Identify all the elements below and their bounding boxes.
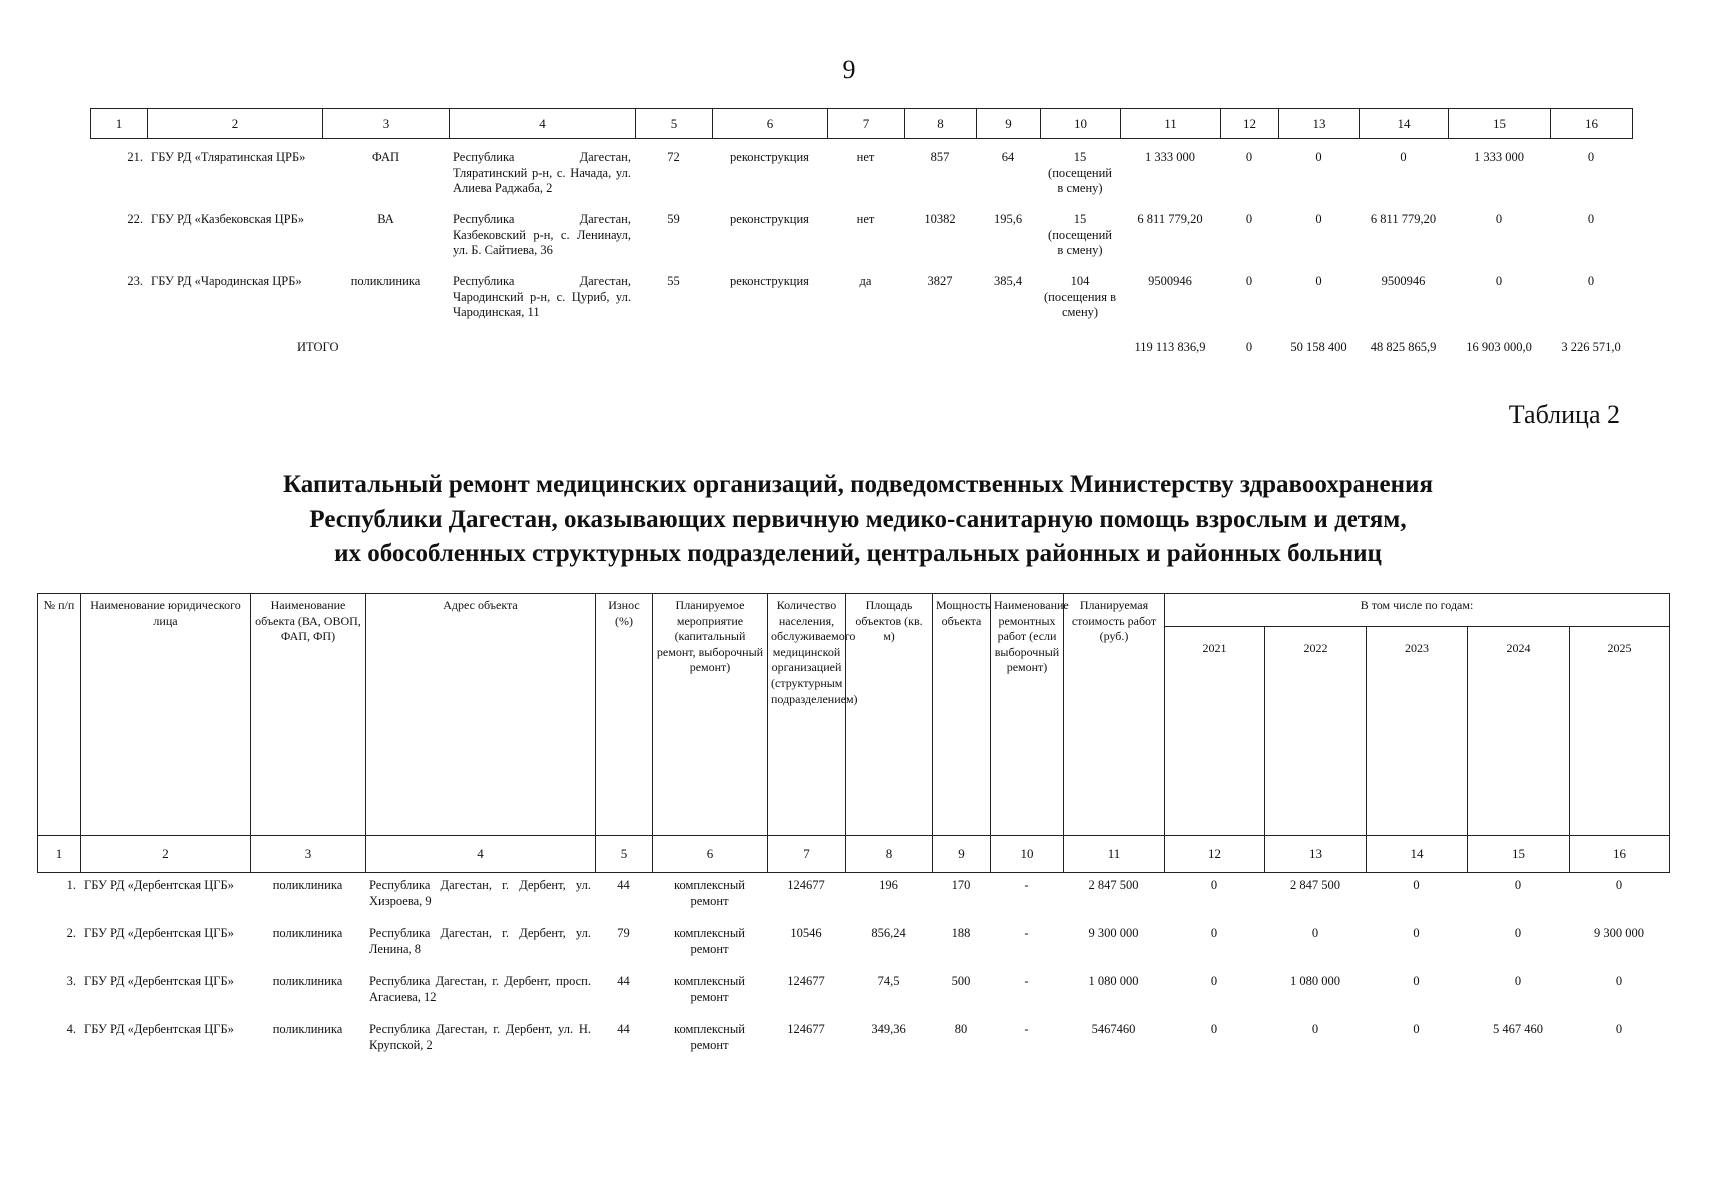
header-year: 2021 — [1165, 626, 1265, 836]
table2-title — [0, 468, 1716, 572]
cell-capacity: 80 — [954, 1022, 968, 1036]
cell-y2023: 0 — [1413, 974, 1420, 988]
total-y2: 50 158 400 — [1290, 340, 1347, 354]
cell-cost: 6 811 779,20 — [1137, 212, 1203, 226]
cell-flag: нет — [856, 212, 875, 226]
header-num: № п/п — [38, 594, 81, 836]
cell-y2022: 2 847 500 — [1290, 878, 1340, 892]
cell-population: 124677 — [787, 878, 825, 892]
cell-y2024: 5 467 460 — [1493, 1022, 1543, 1036]
cell-num: 1. — [66, 878, 76, 892]
column-number: 16 — [1570, 836, 1670, 873]
table-row — [90, 210, 1632, 272]
cell-y1: 0 — [1245, 150, 1253, 164]
cell-area: 196 — [879, 878, 898, 892]
column-number: 7 — [768, 836, 846, 873]
table-row — [37, 876, 1669, 924]
header-measure: Планируемое мероприятие (капитальный ремонт, выборочный ремонт) — [653, 594, 768, 836]
cell-y2023: 0 — [1413, 1022, 1420, 1036]
cell-object: поликлиника — [272, 878, 343, 892]
cell-population: 10382 — [924, 212, 956, 226]
column-number: 13 — [1265, 836, 1367, 873]
cell-flag: да — [859, 274, 872, 288]
table2-header — [37, 593, 1670, 873]
column-number: 10 — [991, 836, 1064, 873]
cell-y2: 0 — [1315, 274, 1322, 288]
cell-y2023: 0 — [1413, 926, 1420, 940]
cell-y5: 0 — [1587, 212, 1595, 226]
table2-body — [37, 876, 1669, 1068]
cell-population: 124677 — [787, 1022, 825, 1036]
table1-header-row — [91, 109, 1633, 139]
column-number: 4 — [450, 109, 636, 139]
cell-address: Республика Дагестан, г. Дербент, просп. Агасиева, 12 — [369, 974, 591, 1004]
cell-org: ГБУ РД «Тляратинская ЦРБ» — [151, 150, 306, 164]
table1-body — [90, 148, 1632, 364]
cell-area: 349,36 — [871, 1022, 906, 1036]
cell-y4: 0 — [1495, 274, 1503, 288]
header-year: 2024 — [1468, 626, 1570, 836]
cell-cost: 9500946 — [1148, 274, 1192, 288]
cell-measure: реконструкция — [730, 274, 809, 288]
cell-object: поликлиника — [272, 1022, 343, 1036]
cell-address: Республика Дагестан, г. Дербент, ул. Н. Крупской, 2 — [369, 1022, 591, 1052]
cell-capacity: 15 (посещений в смену) — [1048, 212, 1112, 258]
cell-wear: 44 — [617, 1022, 630, 1036]
cell-num: 4. — [66, 1022, 76, 1036]
table2-title-line: Капитальный ремонт медицинских организаций, подведомственных Министерству здравоохранения — [283, 471, 1433, 498]
header-works: Наименование ремонтных работ (если выборочный ремонт) — [991, 594, 1064, 836]
header-year: 2025 — [1570, 626, 1670, 836]
cell-num: 3. — [66, 974, 76, 988]
column-number: 15 — [1468, 836, 1570, 873]
cell-wear: 79 — [617, 926, 630, 940]
cell-capacity: 15 (посещений в смену) — [1048, 150, 1112, 196]
column-number: 2 — [81, 836, 251, 873]
cell-y2: 0 — [1315, 212, 1322, 226]
table-row — [37, 924, 1669, 972]
header-area: Площадь объектов (кв. м) — [846, 594, 933, 836]
cell-wear: 59 — [667, 212, 680, 226]
cell-works: - — [1024, 1022, 1029, 1036]
cell-y2: 0 — [1315, 150, 1322, 164]
cell-cost: 2 847 500 — [1088, 878, 1139, 892]
cell-area: 385,4 — [993, 274, 1023, 288]
cell-y5: 0 — [1587, 274, 1595, 288]
cell-population: 124677 — [787, 974, 825, 988]
cell-num: 23. — [127, 274, 143, 288]
column-number: 6 — [653, 836, 768, 873]
cell-y1: 0 — [1245, 274, 1253, 288]
cell-address: Республика Дагестан, Чародинский р-н, с. Цуриб, ул. Чародинская, 11 — [453, 274, 631, 320]
column-number: 12 — [1165, 836, 1265, 873]
table2-header-numbers — [38, 836, 1670, 873]
table-row — [37, 1020, 1669, 1068]
cell-y2021: 0 — [1210, 926, 1218, 940]
cell-address: Республика Дагестан, Казбековский р-н, с. Ленинаул, ул. Б. Сайтиева, 36 — [453, 212, 631, 258]
cell-org: ГБУ РД «Чародинская ЦРБ» — [151, 274, 302, 288]
cell-y4: 1 333 000 — [1474, 150, 1524, 164]
column-number: 8 — [905, 109, 977, 139]
cell-org: ГБУ РД «Дербентская ЦГБ» — [84, 1022, 234, 1036]
header-capacity: Мощность объекта — [933, 594, 991, 836]
cell-cost: 9 300 000 — [1088, 926, 1139, 940]
cell-capacity: 170 — [951, 878, 971, 892]
table1-header — [90, 108, 1633, 139]
cell-org: ГБУ РД «Дербентская ЦГБ» — [84, 926, 234, 940]
total-y5: 3 226 571,0 — [1561, 340, 1621, 354]
cell-population: 857 — [930, 150, 950, 164]
cell-y2022: 0 — [1311, 926, 1319, 940]
cell-population: 3827 — [927, 274, 953, 288]
cell-wear: 44 — [617, 878, 630, 892]
cell-measure: реконструкция — [730, 212, 809, 226]
cell-y2025: 9 300 000 — [1594, 926, 1644, 940]
table-row — [90, 272, 1632, 334]
column-number: 2 — [148, 109, 323, 139]
column-number: 14 — [1360, 109, 1449, 139]
cell-type: поликлиника — [350, 274, 421, 288]
column-number: 1 — [38, 836, 81, 873]
header-year: 2023 — [1367, 626, 1468, 836]
cell-org: ГБУ РД «Дербентская ЦГБ» — [84, 974, 234, 988]
column-number: 14 — [1367, 836, 1468, 873]
cell-y5: 0 — [1587, 150, 1595, 164]
column-number: 7 — [828, 109, 905, 139]
cell-y4: 0 — [1495, 212, 1503, 226]
cell-y2022: 1 080 000 — [1290, 974, 1340, 988]
cell-y2022: 0 — [1311, 1022, 1319, 1036]
total-y4: 16 903 000,0 — [1466, 340, 1532, 354]
cell-area: 856,24 — [871, 926, 906, 940]
cell-cost: 1 080 000 — [1088, 974, 1139, 988]
total-cost: 119 113 836,9 — [1134, 340, 1206, 354]
column-number: 1 — [91, 109, 148, 139]
cell-measure: комплексный ремонт — [674, 878, 745, 908]
cell-measure: комплексный ремонт — [674, 926, 745, 956]
cell-y3: 0 — [1400, 150, 1407, 164]
cell-object: поликлиника — [272, 974, 343, 988]
header-org: Наименование юридического лица — [81, 594, 251, 836]
column-number: 10 — [1041, 109, 1121, 139]
cell-population: 10546 — [790, 926, 822, 940]
cell-address: Республика Дагестан, г. Дербент, ул. Хизроева, 9 — [369, 878, 591, 908]
cell-cost: 5467460 — [1091, 1022, 1136, 1036]
cell-y3: 6 811 779,20 — [1370, 212, 1437, 226]
cell-y3: 9500946 — [1381, 274, 1426, 288]
page-number: 9 — [842, 55, 856, 84]
cell-wear: 55 — [667, 274, 680, 288]
header-population: Количество населения, обслуживаемого медицинской организацией (структурным подразделением) — [768, 594, 846, 836]
cell-measure: реконструкция — [730, 150, 809, 164]
header-cost: Планируемая стоимость работ (руб.) — [1064, 594, 1165, 836]
column-number: 8 — [846, 836, 933, 873]
header-year: 2022 — [1265, 626, 1367, 836]
cell-area: 64 — [1001, 150, 1015, 164]
column-number: 3 — [251, 836, 366, 873]
cell-area: 74,5 — [877, 974, 900, 988]
cell-num: 2. — [66, 926, 76, 940]
cell-cost: 1 333 000 — [1145, 150, 1195, 164]
header-wear: Износ (%) — [596, 594, 653, 836]
total-label: ИТОГО — [297, 340, 339, 354]
cell-works: - — [1024, 974, 1029, 988]
column-number: 12 — [1221, 109, 1279, 139]
cell-type: ФАП — [371, 150, 400, 164]
cell-y1: 0 — [1245, 212, 1253, 226]
column-number: 15 — [1449, 109, 1551, 139]
cell-type: ВА — [377, 212, 394, 226]
cell-num: 21. — [127, 150, 143, 164]
cell-wear: 44 — [617, 974, 630, 988]
table2-title-line: их обособленных структурных подразделений, центральных районных и районных больниц — [334, 540, 1382, 567]
cell-org: ГБУ РД «Казбековская ЦРБ» — [151, 212, 305, 226]
column-number: 5 — [596, 836, 653, 873]
table-row — [90, 148, 1632, 210]
cell-y2024: 0 — [1514, 926, 1522, 940]
cell-wear: 72 — [667, 150, 680, 164]
cell-y2021: 0 — [1210, 974, 1218, 988]
column-number: 11 — [1064, 836, 1165, 873]
cell-y2025: 0 — [1615, 974, 1623, 988]
cell-y2024: 0 — [1514, 878, 1522, 892]
cell-y2025: 0 — [1615, 878, 1623, 892]
table2-title-line: Республики Дагестан, оказывающих первичную медико-санитарную помощь взрослым и детям, — [309, 505, 1407, 533]
column-number: 3 — [323, 109, 450, 139]
cell-address: Республика Дагестан, Тляратинский р-н, с. Начада, ул. Алиева Раджаба, 2 — [453, 150, 631, 196]
column-number: 6 — [713, 109, 828, 139]
cell-measure: комплексный ремонт — [674, 1022, 745, 1052]
column-number: 5 — [636, 109, 713, 139]
column-number: 11 — [1121, 109, 1221, 139]
header-address: Адрес объекта — [366, 594, 596, 836]
cell-area: 195,6 — [993, 212, 1023, 226]
cell-y2021: 0 — [1210, 1022, 1218, 1036]
cell-org: ГБУ РД «Дербентская ЦГБ» — [84, 878, 234, 892]
cell-y2023: 0 — [1413, 878, 1420, 892]
cell-y2024: 0 — [1514, 974, 1522, 988]
column-number: 16 — [1551, 109, 1633, 139]
column-number: 13 — [1279, 109, 1360, 139]
header-years-group: В том числе по годам: — [1165, 594, 1670, 627]
cell-y2021: 0 — [1210, 878, 1218, 892]
column-number: 4 — [366, 836, 596, 873]
cell-flag: нет — [856, 150, 875, 164]
header-object: Наименование объекта (ВА, ОВОП, ФАП, ФП) — [251, 594, 366, 836]
cell-object: поликлиника — [272, 926, 343, 940]
table-row — [37, 972, 1669, 1020]
table1-total-row — [90, 334, 1632, 364]
cell-measure: комплексный ремонт — [674, 974, 745, 1004]
cell-capacity: 104 (посещения в смену) — [1044, 274, 1116, 320]
cell-capacity: 188 — [951, 926, 971, 940]
cell-y2025: 0 — [1615, 1022, 1623, 1036]
cell-num: 22. — [127, 212, 143, 226]
cell-works: - — [1024, 926, 1029, 940]
column-number: 9 — [977, 109, 1041, 139]
table2-caption: Таблица 2 — [1508, 400, 1620, 429]
total-y3: 48 825 865,9 — [1370, 340, 1437, 354]
total-y1: 0 — [1245, 340, 1253, 354]
cell-capacity: 500 — [951, 974, 971, 988]
column-number: 9 — [933, 836, 991, 873]
cell-works: - — [1024, 878, 1029, 892]
cell-address: Республика Дагестан, г. Дербент, ул. Ленина, 8 — [369, 926, 591, 956]
